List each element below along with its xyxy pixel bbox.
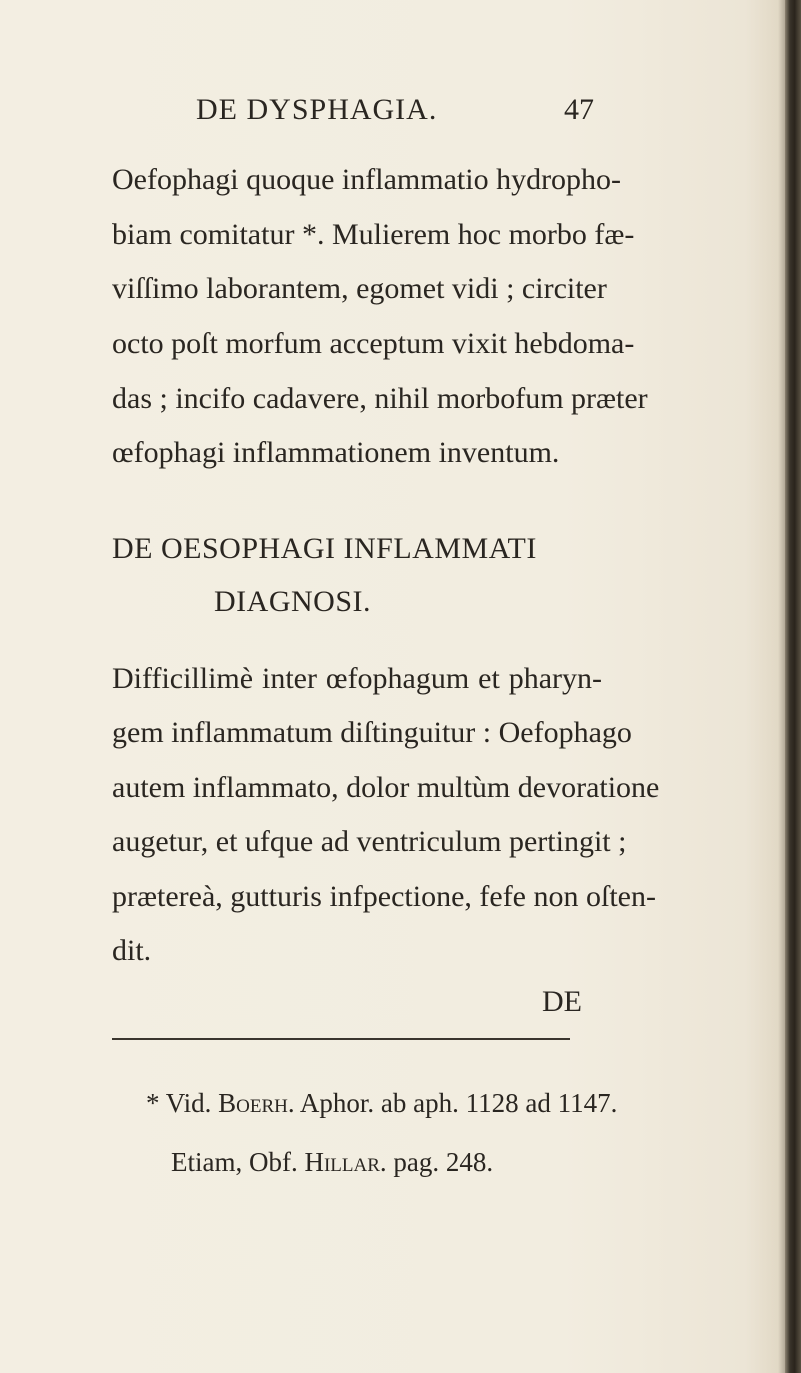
paragraph2-line-2: gem inflammatum diſtinguitur : Oefophago bbox=[112, 716, 632, 749]
page-number: 47 bbox=[564, 93, 594, 126]
paragraph2-line-4: augetur, et ufque ad ventriculum pertingit ; bbox=[112, 825, 627, 858]
footnote-reference-1: Aphor. ab aph. 1128 ad 1147. bbox=[299, 1088, 618, 1118]
footnote-author-hillary: Hillar. bbox=[304, 1147, 387, 1177]
paragraph1-line-3: viſſimo laborantem, egomet vidi ; circiter bbox=[112, 272, 607, 305]
paragraph2-line-3: autem inflammato, dolor multùm devoratione bbox=[112, 771, 660, 804]
paragraph1-line-6: œfophagi inflammationem inventum. bbox=[112, 436, 560, 469]
section-heading-line-2: DIAGNOSI. bbox=[214, 585, 371, 618]
paragraph2-line-5: prætereà, gutturis infpectione, fefe non oſten- bbox=[112, 880, 656, 913]
footnote-reference-2: pag. 248. bbox=[393, 1147, 494, 1177]
footnote-rule bbox=[112, 1038, 570, 1040]
footnote-etiam: Etiam, Obf. bbox=[171, 1147, 298, 1177]
paragraph1-line-4: octo poſt morfum acceptum vixit hebdoma- bbox=[112, 327, 635, 360]
paragraph2-line-6: dit. bbox=[112, 934, 152, 967]
paragraph2-line-1: Difficillimè inter œfophagum et pharyn- bbox=[112, 662, 602, 695]
catchword: DE bbox=[542, 985, 582, 1018]
paragraph1-line-2: biam comitatur *. Mulierem hoc morbo fæ- bbox=[112, 218, 635, 251]
running-title: DE DYSPHAGIA. bbox=[196, 93, 438, 126]
footnote-author-boerhaave: Boerh. bbox=[218, 1088, 295, 1118]
section-heading-line-1: DE OESOPHAGI INFLAMMATI bbox=[112, 532, 537, 565]
footnote-line-1 bbox=[146, 1087, 617, 1119]
footnote-vid: Vid. bbox=[165, 1088, 212, 1118]
paragraph1-line-1: Oefophagi quoque inflammatio hydropho- bbox=[112, 163, 622, 196]
footnote-line-2 bbox=[171, 1146, 493, 1178]
footnote-marker: * bbox=[146, 1088, 160, 1118]
page-edge-shadow bbox=[785, 0, 801, 1373]
paragraph1-line-5: das ; incifo cadavere, nihil morbofum præter bbox=[112, 382, 648, 415]
